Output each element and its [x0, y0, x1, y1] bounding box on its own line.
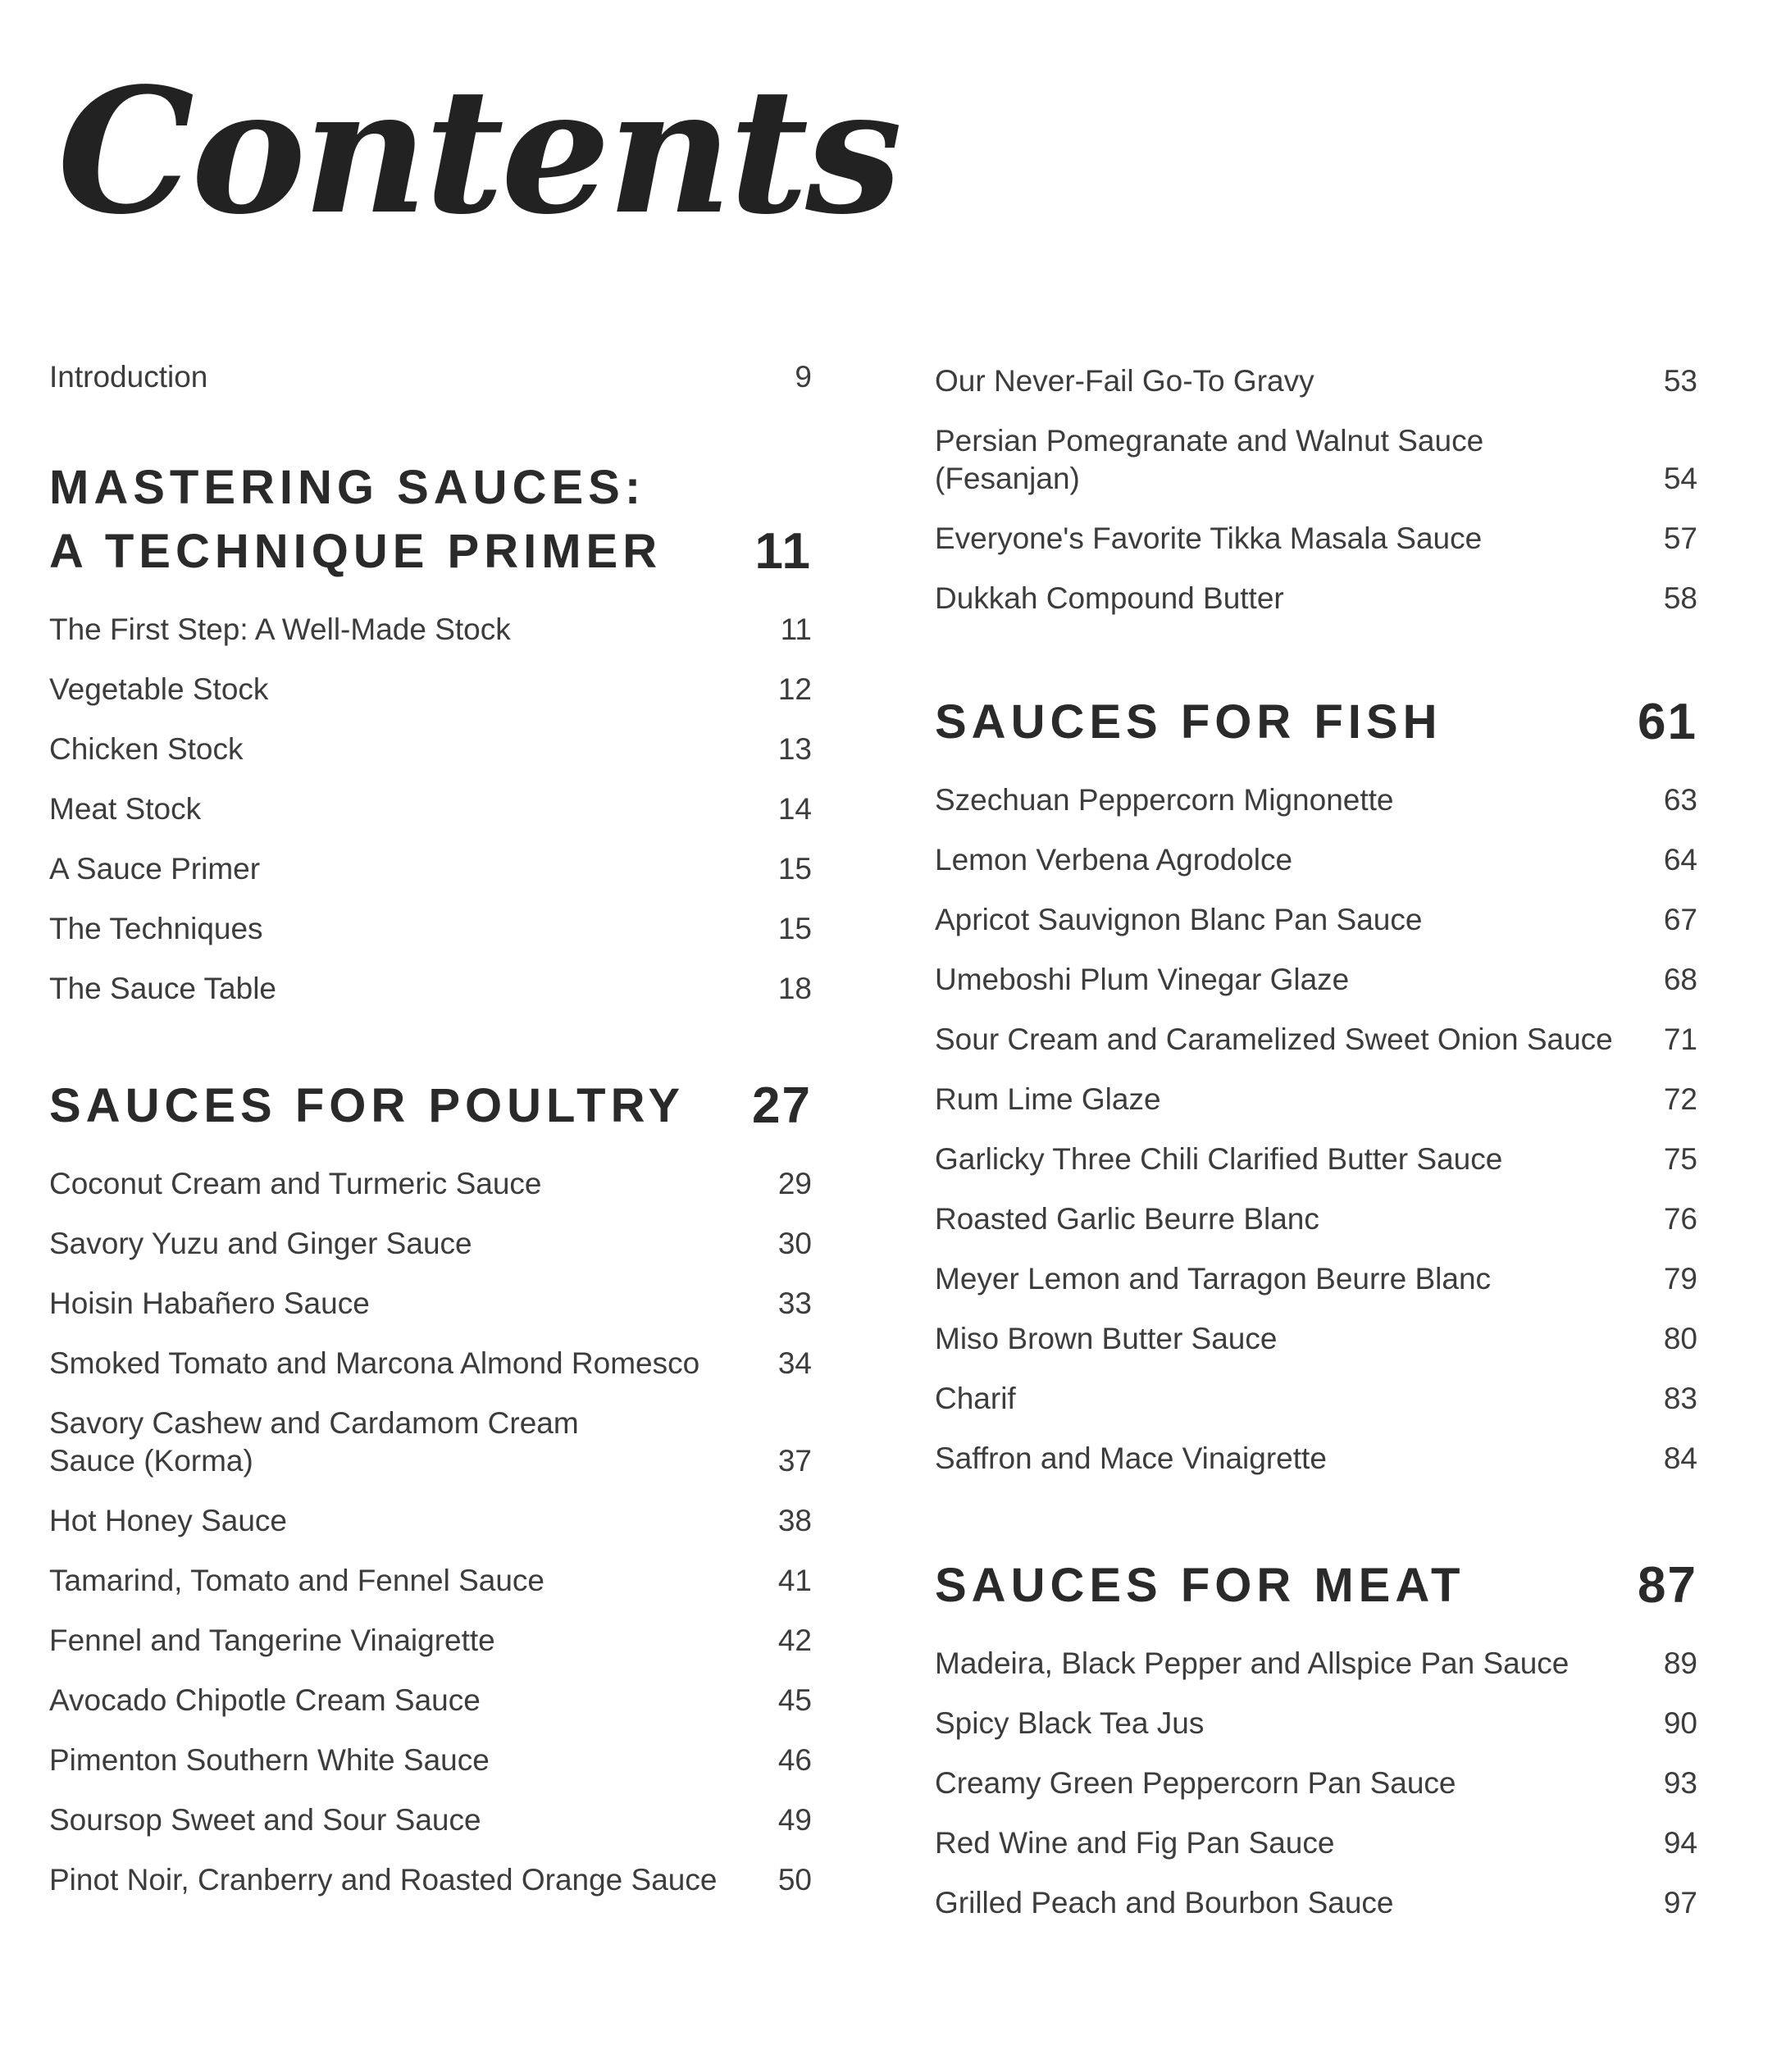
toc-entry-label: Umeboshi Plum Vinegar Glaze	[935, 963, 1350, 996]
toc-entry-page: 89	[1663, 1646, 1697, 1680]
toc-entry-page: 57	[1663, 521, 1697, 555]
toc-entry-label: Lemon Verbena Agrodolce	[935, 843, 1293, 877]
toc-entry-page: 14	[777, 792, 812, 826]
section-poultry	[49, 1074, 812, 1899]
toc-entry	[935, 1178, 1697, 1238]
toc-entry	[49, 589, 812, 649]
toc-entry-page: 80	[1663, 1322, 1697, 1355]
toc-entry-page: 30	[777, 1227, 812, 1260]
toc-entry	[935, 1059, 1697, 1118]
toc-entry-page: 11	[780, 612, 812, 646]
right-column	[935, 340, 1697, 1922]
toc-entry-page: 83	[1663, 1382, 1697, 1415]
toc-entry-page: 63	[1663, 783, 1697, 817]
section-title: SAUCES FOR POULTRY	[49, 1079, 686, 1132]
toc-entry	[935, 400, 1697, 498]
toc-entry-label: Roasted Garlic Beurre Blanc	[935, 1202, 1319, 1236]
toc-entry-label: Meat Stock	[49, 792, 202, 826]
toc-entry-label: Dukkah Compound Butter	[935, 581, 1284, 615]
toc-entry-label: Avocado Chipotle Cream Sauce	[49, 1683, 481, 1717]
toc-entry-label: Vegetable Stock	[49, 672, 269, 706]
section-fish	[935, 690, 1697, 1478]
toc-entry	[49, 1263, 812, 1323]
toc-entry	[935, 999, 1697, 1059]
toc-entry-page: 67	[1663, 903, 1697, 936]
toc-entry	[935, 558, 1697, 617]
toc-entry	[49, 708, 812, 768]
toc-entry-label: Persian Pomegranate and Walnut Sauce (Fesanjan)	[935, 424, 1484, 495]
toc-entry-label: Savory Cashew and Cardamom Cream Sauce (Korma)	[49, 1406, 579, 1478]
toc-entry-page: 29	[777, 1167, 812, 1200]
toc-entry-label: Coconut Cream and Turmeric Sauce	[49, 1167, 542, 1200]
toc-entry-label: Pimenton Southern White Sauce	[49, 1743, 490, 1777]
section-title: A TECHNIQUE PRIMER	[49, 525, 663, 578]
toc-entry	[49, 1203, 812, 1263]
toc-entry-label: Tamarind, Tomato and Fennel Sauce	[49, 1564, 545, 1597]
toc-entry	[935, 1623, 1697, 1683]
toc-entry-page: 9	[795, 360, 812, 394]
toc-entry-page: 15	[777, 912, 812, 945]
toc-entry-page: 50	[777, 1863, 812, 1897]
toc-entry	[935, 1862, 1697, 1922]
toc-entry-page: 34	[777, 1346, 812, 1380]
toc-entry-label: Sour Cream and Caramelized Sweet Onion Sauce	[935, 1022, 1613, 1056]
toc-entry-page: 45	[777, 1683, 812, 1717]
section-page: 61	[1638, 694, 1697, 750]
toc-entry	[935, 939, 1697, 999]
toc-entry-page: 68	[1663, 963, 1697, 996]
toc-entry-label: Apricot Sauvignon Blanc Pan Sauce	[935, 903, 1423, 936]
page-title: Contents	[57, 50, 900, 253]
toc-entry-label: Hoisin Habañero Sauce	[49, 1286, 370, 1320]
section-mastering	[49, 456, 812, 1008]
section-title: SAUCES FOR FISH	[935, 695, 1442, 749]
toc-entry-label: Soursop Sweet and Sour Sauce	[49, 1803, 481, 1837]
toc-entry-label: Introduction	[49, 360, 208, 394]
toc-entry-page: 12	[777, 672, 812, 706]
toc-entry-page: 46	[777, 1743, 812, 1777]
toc-entry	[935, 1118, 1697, 1178]
toc-entry-page: 38	[777, 1504, 812, 1537]
toc-entry-label: Smoked Tomato and Marcona Almond Romesco	[49, 1346, 700, 1380]
toc-entry-page: 58	[1663, 581, 1697, 615]
toc-entry-page: 13	[777, 732, 812, 766]
toc-entry-page: 37	[777, 1444, 812, 1478]
toc-entry	[935, 1358, 1697, 1418]
toc-entry-label: Grilled Peach and Bourbon Sauce	[935, 1886, 1394, 1919]
toc-entry	[49, 649, 812, 708]
toc-entry-label: Everyone's Favorite Tikka Masala Sauce	[935, 521, 1483, 555]
toc-entry-page: 84	[1663, 1441, 1697, 1475]
toc-entry-page: 93	[1663, 1766, 1697, 1800]
toc-entry	[49, 1143, 812, 1203]
toc-entry-page: 18	[777, 972, 812, 1005]
toc-entry	[935, 340, 1697, 400]
toc-entry-label: Our Never-Fail Go-To Gravy	[935, 364, 1314, 398]
toc-entry-page: 41	[777, 1564, 812, 1597]
toc-entry	[935, 819, 1697, 879]
toc-entry-page: 15	[777, 852, 812, 886]
toc-entry	[935, 1418, 1697, 1478]
toc-entry	[49, 1382, 812, 1480]
toc-entry-label: Miso Brown Butter Sauce	[935, 1322, 1278, 1355]
toc-entry-label: Creamy Green Peppercorn Pan Sauce	[935, 1766, 1456, 1800]
toc-entry-page: 42	[777, 1623, 812, 1657]
toc-entry	[49, 828, 812, 888]
section-poultry-continued	[935, 340, 1697, 617]
toc-entry	[935, 1802, 1697, 1862]
toc-entry-label: Szechuan Peppercorn Mignonette	[935, 783, 1394, 817]
toc-entry-label: Rum Lime Glaze	[935, 1082, 1161, 1116]
toc-entry	[935, 498, 1697, 558]
section-page: 11	[754, 523, 812, 580]
toc-entry-label: Hot Honey Sauce	[49, 1504, 288, 1537]
toc-entry	[49, 1839, 812, 1899]
toc-entry	[49, 1323, 812, 1382]
toc-entry-label: Meyer Lemon and Tarragon Beurre Blanc	[935, 1262, 1492, 1296]
toc-entry-label: Saffron and Mace Vinaigrette	[935, 1441, 1327, 1475]
toc-entry-label: Fennel and Tangerine Vinaigrette	[49, 1623, 495, 1657]
toc-entry-label: The Sauce Table	[49, 972, 277, 1005]
toc-entry-label: Chicken Stock	[49, 732, 244, 766]
toc-entry	[49, 768, 812, 828]
section-page: 27	[752, 1077, 812, 1134]
toc-entry	[49, 888, 812, 948]
toc-entry	[935, 1683, 1697, 1742]
intro-entry	[49, 336, 812, 396]
toc-entry-page: 72	[1663, 1082, 1697, 1116]
toc-entry-page: 64	[1663, 843, 1697, 877]
toc-entry-label: Charif	[935, 1382, 1016, 1415]
toc-entry	[935, 1238, 1697, 1298]
toc-entry-label: Garlicky Three Chili Clarified Butter Sauce	[935, 1142, 1503, 1176]
toc-entry-page: 33	[777, 1286, 812, 1320]
section-page: 87	[1638, 1557, 1697, 1614]
section-meat	[935, 1554, 1697, 1922]
toc-entry-page: 79	[1663, 1262, 1697, 1296]
toc-entry	[49, 1480, 812, 1540]
toc-entry	[935, 1742, 1697, 1802]
toc-entry-label: Savory Yuzu and Ginger Sauce	[49, 1227, 472, 1260]
toc-entry	[49, 1600, 812, 1660]
toc-entry-label: Red Wine and Fig Pan Sauce	[935, 1826, 1335, 1860]
left-column	[49, 336, 812, 1899]
toc-entry	[935, 879, 1697, 939]
section-title: MASTERING SAUCES:	[49, 461, 646, 514]
toc-entry	[49, 1540, 812, 1600]
toc-entry-label: Pinot Noir, Cranberry and Roasted Orange Sauce	[49, 1863, 718, 1897]
toc-entry	[49, 1779, 812, 1839]
section-title: SAUCES FOR MEAT	[935, 1559, 1465, 1612]
toc-entry	[49, 948, 812, 1008]
toc-entry-page: 54	[1663, 462, 1697, 495]
toc-entry-page: 97	[1663, 1886, 1697, 1919]
toc-entry	[49, 1660, 812, 1719]
toc-entry-label: A Sauce Primer	[49, 852, 261, 886]
toc-entry-label: The First Step: A Well-Made Stock	[49, 612, 511, 646]
toc-entry	[935, 759, 1697, 819]
toc-entry-label: Spicy Black Tea Jus	[935, 1706, 1205, 1740]
toc-entry-page: 94	[1663, 1826, 1697, 1860]
toc-entry-page: 90	[1663, 1706, 1697, 1740]
toc-entry-label: Madeira, Black Pepper and Allspice Pan Sauce	[935, 1646, 1570, 1680]
toc-entry	[935, 1298, 1697, 1358]
toc-entry-page: 76	[1663, 1202, 1697, 1236]
toc-entry	[49, 1719, 812, 1779]
toc-entry-page: 71	[1663, 1022, 1697, 1056]
toc-entry-page: 75	[1663, 1142, 1697, 1176]
toc-entry-page: 53	[1663, 364, 1697, 398]
toc-entry-page: 49	[777, 1803, 812, 1837]
toc-entry-label: The Techniques	[49, 912, 263, 945]
